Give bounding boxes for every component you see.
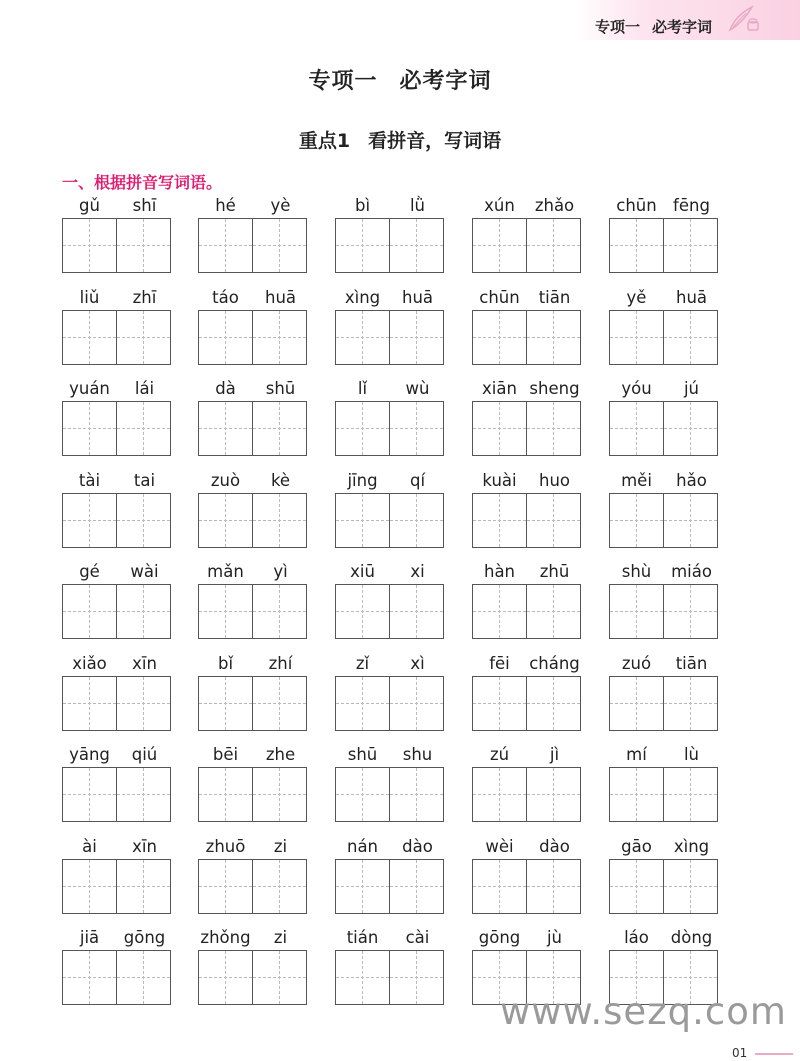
- writing-box[interactable]: [389, 859, 444, 914]
- pinyin-label: tián: [346, 928, 379, 947]
- writing-box[interactable]: [335, 950, 390, 1005]
- page-number: 01: [732, 1046, 748, 1060]
- word-item: [609, 745, 719, 837]
- pinyin-label: fēi: [489, 653, 510, 673]
- writing-box[interactable]: [62, 310, 117, 365]
- writing-box[interactable]: [663, 401, 718, 456]
- writing-box[interactable]: [335, 767, 390, 822]
- writing-box[interactable]: [62, 676, 117, 731]
- word-item: [62, 379, 172, 471]
- writing-box[interactable]: [526, 493, 581, 548]
- word-item: [62, 196, 172, 288]
- pinyin-label: bì: [354, 196, 371, 215]
- pinyin-label: ài: [82, 836, 97, 856]
- pinyin-label: bēi: [212, 745, 239, 764]
- pinyin-label: xiān: [482, 379, 517, 398]
- page-title: [0, 64, 800, 95]
- writing-box[interactable]: [198, 401, 253, 456]
- word-item: [198, 928, 308, 1020]
- word-item: [198, 196, 308, 288]
- pinyin-label: huā: [264, 287, 297, 307]
- word-item: [335, 288, 445, 380]
- page-number-divider: [755, 1053, 793, 1055]
- pinyin-label: zi: [273, 928, 288, 947]
- instruction-heading: 一、根据拼音写词语。: [62, 173, 223, 192]
- writing-box[interactable]: [526, 401, 581, 456]
- header-tag-part1: 专项一: [595, 18, 641, 36]
- pinyin-label: jīng: [347, 470, 378, 490]
- word-item: [198, 837, 308, 929]
- word-item: [472, 562, 582, 654]
- writing-box[interactable]: [389, 218, 444, 273]
- writing-box[interactable]: [116, 310, 171, 365]
- writing-box[interactable]: [472, 767, 527, 822]
- pinyin-label: shū: [265, 379, 296, 398]
- pinyin-label: shù: [621, 562, 652, 581]
- word-item: [335, 471, 445, 563]
- pinyin-label: xīn: [132, 836, 157, 856]
- word-item: [62, 837, 172, 929]
- pinyin-label: xìng: [673, 836, 710, 856]
- pinyin-label: mǎn: [207, 562, 244, 581]
- pinyin-label: xīn: [132, 653, 157, 673]
- writing-box[interactable]: [609, 676, 664, 731]
- pinyin-label: lái: [134, 379, 155, 398]
- watermark: www.sezq.com: [500, 990, 787, 1033]
- pinyin-label: shī: [132, 196, 157, 215]
- writing-box[interactable]: [526, 676, 581, 731]
- pinyin-label: jiā: [79, 928, 100, 947]
- pinyin-label: cài: [405, 928, 430, 947]
- word-item: [472, 745, 582, 837]
- writing-box[interactable]: [335, 218, 390, 273]
- writing-box[interactable]: [198, 859, 253, 914]
- pinyin-label: gōng: [478, 928, 521, 947]
- pinyin-label: hàn: [483, 562, 516, 581]
- pinyin-label: táo: [212, 287, 239, 307]
- writing-box[interactable]: [663, 310, 718, 365]
- writing-box[interactable]: [389, 584, 444, 639]
- pinyin-label: xì: [410, 653, 425, 673]
- writing-box[interactable]: [389, 767, 444, 822]
- writing-box[interactable]: [472, 310, 527, 365]
- pinyin-label: yě: [626, 287, 647, 307]
- pinyin-label: kuài: [482, 470, 517, 490]
- writing-box[interactable]: [62, 950, 117, 1005]
- pinyin-label: shū: [347, 745, 378, 764]
- writing-box[interactable]: [663, 859, 718, 914]
- word-item: [198, 288, 308, 380]
- writing-box[interactable]: [198, 584, 253, 639]
- pinyin-label: zhe: [265, 745, 296, 764]
- word-item: [198, 379, 308, 471]
- writing-box[interactable]: [62, 401, 117, 456]
- pinyin-label: shu: [402, 745, 433, 764]
- word-item: [62, 654, 172, 746]
- writing-box[interactable]: [252, 950, 307, 1005]
- writing-box[interactable]: [252, 676, 307, 731]
- writing-box[interactable]: [252, 493, 307, 548]
- writing-box[interactable]: [116, 401, 171, 456]
- pinyin-label: gāo: [621, 836, 652, 856]
- writing-box[interactable]: [335, 310, 390, 365]
- header-tag-part2: 必考字词: [652, 18, 713, 36]
- word-item: [609, 562, 719, 654]
- word-item: [62, 928, 172, 1020]
- writing-box[interactable]: [198, 218, 253, 273]
- pinyin-label: sheng: [529, 379, 580, 398]
- pinyin-label: tiān: [675, 653, 708, 673]
- pinyin-label: dà: [215, 379, 236, 398]
- pinyin-label: zhǒng: [200, 928, 251, 947]
- word-item: [198, 654, 308, 746]
- writing-box[interactable]: [389, 493, 444, 548]
- word-item: [335, 562, 445, 654]
- writing-box[interactable]: [62, 218, 117, 273]
- pinyin-label: lù: [683, 745, 700, 764]
- word-item: [335, 654, 445, 746]
- writing-box[interactable]: [252, 310, 307, 365]
- section-title-part1: 重点1: [298, 130, 351, 152]
- writing-box[interactable]: [389, 676, 444, 731]
- writing-box[interactable]: [526, 218, 581, 273]
- writing-box[interactable]: [198, 676, 253, 731]
- pinyin-label: bǐ: [217, 653, 234, 673]
- pinyin-label: liǔ: [79, 287, 100, 307]
- section-title-part2: 看拼音，写词语: [368, 130, 502, 152]
- word-item: [609, 196, 719, 288]
- word-item: [609, 837, 719, 929]
- word-item: [472, 471, 582, 563]
- writing-box[interactable]: [609, 310, 664, 365]
- word-item: [609, 654, 719, 746]
- pinyin-label: jú: [683, 379, 700, 398]
- writing-box[interactable]: [472, 676, 527, 731]
- pinyin-label: xún: [484, 196, 515, 215]
- writing-box[interactable]: [335, 584, 390, 639]
- word-item: [609, 288, 719, 380]
- word-item: [335, 379, 445, 471]
- writing-box[interactable]: [116, 676, 171, 731]
- pinyin-label: xìng: [344, 287, 381, 307]
- writing-box[interactable]: [663, 584, 718, 639]
- writing-box[interactable]: [335, 859, 390, 914]
- pinyin-label: xiū: [350, 562, 375, 581]
- pinyin-label: tài: [78, 470, 101, 490]
- pinyin-label: zhū: [539, 562, 570, 581]
- pinyin-label: dào: [539, 836, 570, 856]
- writing-box[interactable]: [252, 584, 307, 639]
- pinyin-label: miáo: [671, 562, 712, 581]
- writing-box[interactable]: [198, 950, 253, 1005]
- writing-box[interactable]: [62, 493, 117, 548]
- word-item: [335, 196, 445, 288]
- pinyin-label: zǐ: [355, 653, 370, 673]
- pinyin-label: lǜ: [409, 196, 426, 215]
- writing-box[interactable]: [526, 767, 581, 822]
- page-title-part2: 必考字词: [399, 69, 492, 94]
- word-item: [335, 928, 445, 1020]
- pinyin-label: zhī: [132, 287, 157, 307]
- pinyin-label: xiǎo: [72, 653, 107, 673]
- writing-box[interactable]: [389, 950, 444, 1005]
- pinyin-label: cháng: [529, 653, 580, 673]
- writing-box[interactable]: [526, 584, 581, 639]
- pinyin-label: zhí: [268, 653, 293, 673]
- pinyin-label: huā: [675, 287, 708, 307]
- word-item: [198, 745, 308, 837]
- writing-box[interactable]: [609, 584, 664, 639]
- pinyin-label: huo: [538, 470, 570, 490]
- pinyin-label: zhǎo: [534, 196, 575, 215]
- writing-box[interactable]: [198, 493, 253, 548]
- pinyin-label: chūn: [616, 196, 657, 215]
- pinyin-label: tiān: [538, 287, 571, 307]
- word-item: [62, 288, 172, 380]
- word-item: [198, 562, 308, 654]
- word-item: [609, 379, 719, 471]
- writing-box[interactable]: [252, 859, 307, 914]
- writing-box[interactable]: [62, 584, 117, 639]
- pinyin-label: gǔ: [79, 196, 100, 215]
- pinyin-label: kè: [270, 470, 291, 490]
- writing-box[interactable]: [335, 676, 390, 731]
- word-item: [472, 288, 582, 380]
- pinyin-label: gōng: [123, 928, 166, 947]
- pinyin-label: wài: [130, 562, 159, 581]
- word-item: [62, 471, 172, 563]
- feather-pen-icon: [724, 4, 760, 34]
- writing-box[interactable]: [116, 767, 171, 822]
- pinyin-label: hé: [215, 196, 236, 215]
- pinyin-label: qí: [409, 470, 426, 490]
- pinyin-label: yì: [273, 562, 288, 581]
- word-item: [62, 745, 172, 837]
- writing-box[interactable]: [116, 218, 171, 273]
- pinyin-label: jù: [546, 928, 563, 947]
- writing-box[interactable]: [609, 767, 664, 822]
- word-item: [472, 196, 582, 288]
- writing-box[interactable]: [116, 584, 171, 639]
- writing-box[interactable]: [663, 493, 718, 548]
- pinyin-label: zuò: [210, 470, 241, 490]
- page-title-part1: 专项一: [308, 69, 378, 94]
- pinyin-label: wèi: [485, 836, 514, 856]
- writing-box[interactable]: [526, 859, 581, 914]
- word-item: [335, 745, 445, 837]
- pinyin-label: yāng: [69, 745, 110, 764]
- writing-box[interactable]: [472, 218, 527, 273]
- writing-box[interactable]: [472, 584, 527, 639]
- word-item: [472, 837, 582, 929]
- writing-box[interactable]: [526, 310, 581, 365]
- pinyin-label: fēng: [673, 196, 710, 215]
- writing-box[interactable]: [252, 218, 307, 273]
- pinyin-label: dòng: [670, 928, 713, 947]
- pinyin-label: gé: [79, 562, 100, 581]
- writing-box[interactable]: [389, 310, 444, 365]
- pinyin-label: zhuō: [205, 836, 246, 856]
- pinyin-label: dào: [402, 836, 433, 856]
- pinyin-label: láo: [624, 928, 649, 947]
- pinyin-label: huā: [401, 287, 434, 307]
- pinyin-label: zi: [273, 836, 288, 856]
- writing-box[interactable]: [116, 859, 171, 914]
- word-item: [609, 471, 719, 563]
- header-tag: [595, 16, 712, 37]
- writing-box[interactable]: [116, 950, 171, 1005]
- writing-box[interactable]: [252, 401, 307, 456]
- pinyin-label: hǎo: [676, 470, 707, 490]
- writing-box[interactable]: [472, 401, 527, 456]
- writing-box[interactable]: [198, 310, 253, 365]
- writing-box[interactable]: [198, 767, 253, 822]
- writing-box[interactable]: [62, 859, 117, 914]
- writing-box[interactable]: [335, 493, 390, 548]
- pinyin-label: tai: [133, 470, 156, 490]
- writing-box[interactable]: [116, 493, 171, 548]
- writing-box[interactable]: [609, 401, 664, 456]
- pinyin-label: jì: [549, 745, 560, 764]
- writing-box[interactable]: [389, 401, 444, 456]
- writing-box[interactable]: [663, 767, 718, 822]
- pinyin-label: zuó: [621, 653, 652, 673]
- writing-box[interactable]: [252, 767, 307, 822]
- writing-box[interactable]: [609, 493, 664, 548]
- section-title: [0, 126, 800, 153]
- writing-box[interactable]: [335, 401, 390, 456]
- writing-box[interactable]: [472, 493, 527, 548]
- word-item: [62, 562, 172, 654]
- writing-box[interactable]: [663, 676, 718, 731]
- pinyin-label: qiú: [131, 745, 158, 764]
- word-item: [472, 654, 582, 746]
- word-item: [198, 471, 308, 563]
- pinyin-label: yóu: [621, 379, 652, 398]
- pinyin-label: yuán: [69, 379, 110, 398]
- pinyin-label: mí: [626, 745, 647, 764]
- pinyin-label: yè: [270, 196, 291, 215]
- pinyin-label: zú: [489, 745, 510, 764]
- word-item: [472, 379, 582, 471]
- pinyin-label: wù: [405, 379, 430, 398]
- pinyin-label: lǐ: [357, 379, 368, 398]
- writing-box[interactable]: [62, 767, 117, 822]
- pinyin-label: chūn: [479, 287, 520, 307]
- word-item: [335, 837, 445, 929]
- pinyin-label: nán: [346, 836, 379, 856]
- writing-box[interactable]: [609, 218, 664, 273]
- writing-box[interactable]: [609, 859, 664, 914]
- writing-box[interactable]: [472, 859, 527, 914]
- writing-box[interactable]: [663, 218, 718, 273]
- pinyin-label: xi: [410, 562, 425, 581]
- pinyin-label: měi: [621, 470, 652, 490]
